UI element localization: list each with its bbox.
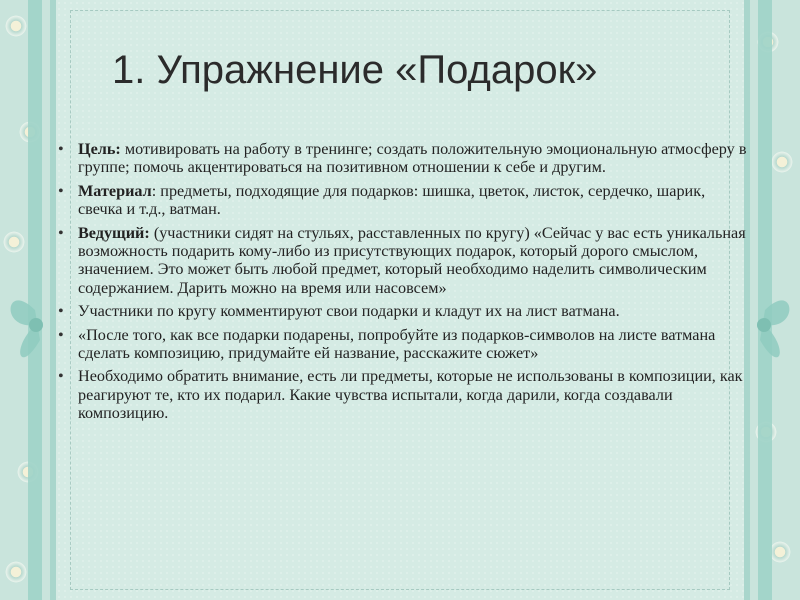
bullet-list <box>58 140 748 428</box>
flower-icon <box>770 150 794 174</box>
bullet-text: Участники по кругу комментируют свои подарки и кладут их на лист ватмана. <box>78 302 620 321</box>
bullet-label: Цель: <box>78 140 121 158</box>
slide-title: 1. Упражнение «Подарок» <box>112 48 598 92</box>
flower-icon <box>4 560 28 584</box>
left-ribbon-bow-icon <box>0 270 60 380</box>
list-item <box>58 367 748 422</box>
bullet-label: Материал <box>78 181 152 200</box>
list-item <box>58 224 748 298</box>
bullet-text: (участники сидят на стульях, расставленных по кругу) «Сейчас у вас есть уникальная возможность подарить кому-либо из присутствующих подарок, который дорого смыслом, значением. Это может быть любой предмет, который необходимо наделить символическим содержанием. Дарить можно на время или насовсем» <box>78 223 746 297</box>
bullet-text: : предметы, подходящие для подарков: шишка, цветок, листок, сердечко, шарик, свечка и т.д., ватман. <box>78 181 706 219</box>
right-ribbon-bow-icon <box>740 270 800 380</box>
bullet-text: «После того, как все подарки подарены, попробуйте из подарков-символов на листе ватмана сделать композицию, придумайте ей название, расскажите сюжет» <box>78 325 716 363</box>
list-item <box>58 140 748 177</box>
bullet-label: Ведущий: <box>78 223 150 242</box>
list-item <box>58 302 748 320</box>
list-item <box>58 326 748 363</box>
flower-icon <box>2 230 26 254</box>
bullet-text: Необходимо обратить внимание, есть ли предметы, которые не использованы в композиции, как реагируют те, кто их подарил. Какие чувства испытали, когда дарили, когда создавали композицию. <box>78 367 743 423</box>
flower-icon <box>4 14 28 38</box>
list-item <box>58 182 748 219</box>
bullet-text: мотивировать на работу в тренинге; создать положительную эмоциональную атмосферу в группе; помочь акцентироваться на позитивном отношении к себе и другим. <box>78 140 747 177</box>
